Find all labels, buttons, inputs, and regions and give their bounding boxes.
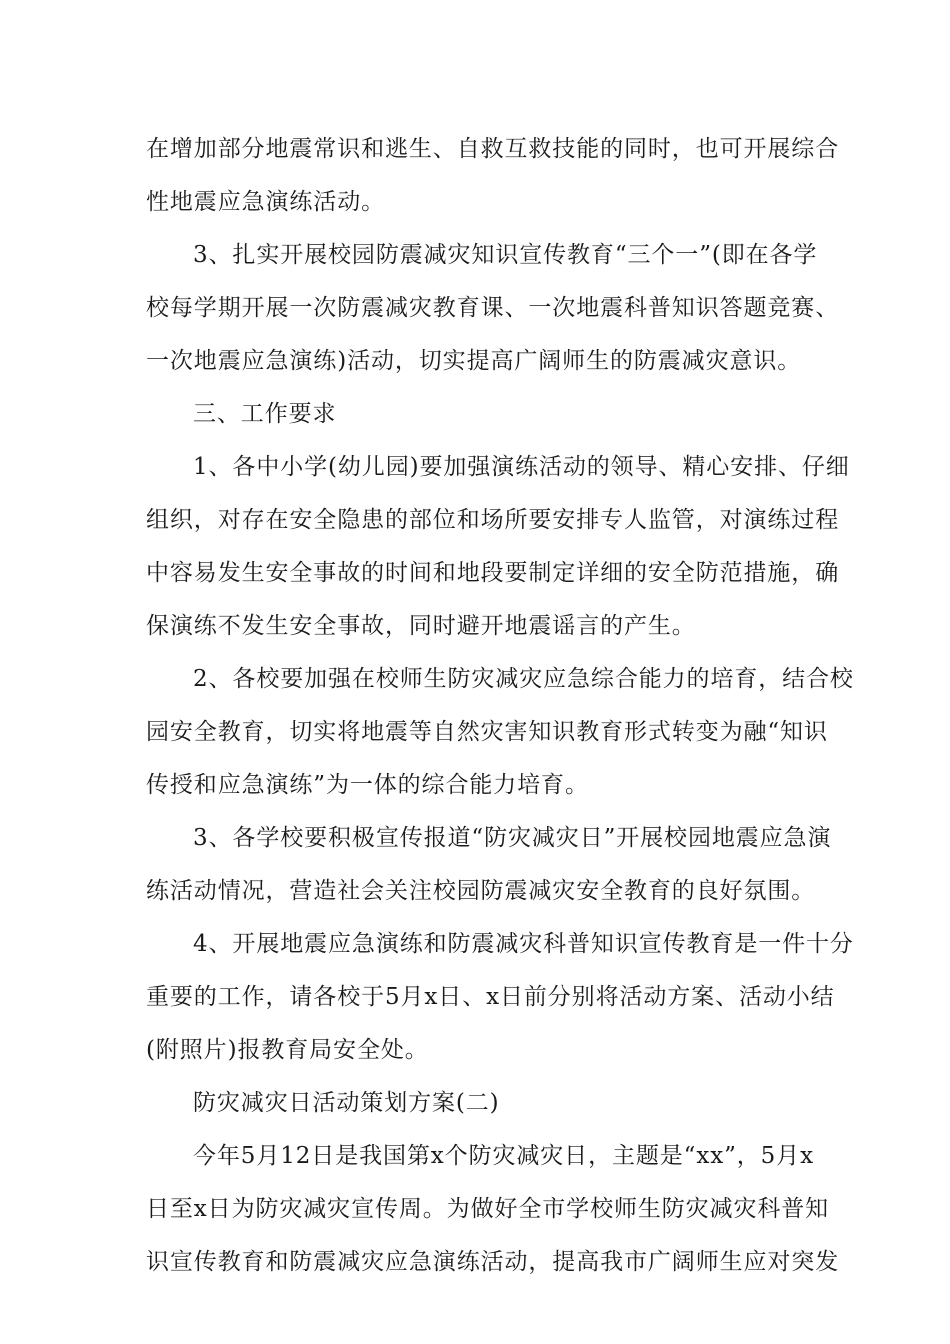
paragraph-start-line: 2、各校要加强在校师生防灾减灾应急综合能力的培育，结合校 — [193, 666, 854, 692]
text-line: 传授和应急演练”为一体的综合能力培育。 — [146, 772, 589, 798]
text-line: 性地震应急演练活动。 — [146, 189, 385, 215]
text-line: (附照片)报教育局安全处。 — [146, 1037, 429, 1063]
text-line: 中容易发生安全事故的时间和地段要制定详细的安全防范措施，确 — [146, 560, 840, 586]
text-line: 重要的工作，请各校于5月x日、x日前分别将活动方案、活动小结 — [146, 984, 835, 1010]
text-line: 一次地震应急演练)活动，切实提高广阔师生的防震减灾意识。 — [146, 348, 802, 374]
paragraph-start-line: 3、扎实开展校园防震减灾知识宣传教育“三个一”(即在各学 — [193, 242, 818, 268]
paragraph-start-line: 今年5月12日是我国第x个防灾减灾日，主题是“xx”，5月x — [193, 1143, 814, 1169]
text-line: 保演练不发生安全事故，同时避开地震谣言的产生。 — [146, 613, 696, 639]
text-line: 练活动情况，营造社会关注校园防震减灾安全教育的良好氛围。 — [146, 878, 816, 904]
document-body — [146, 123, 854, 1289]
text-line: 日至x日为防灾减灾宣传周。为做好全市学校师生防灾减灾科普知 — [146, 1196, 830, 1222]
text-line: 组织，对存在安全隐患的部位和场所要安排专人监管，对演练过程 — [146, 507, 840, 533]
section-heading: 三、工作要求 — [193, 401, 337, 427]
paragraph-start-line: 3、各学校要积极宣传报道“防灾减灾日”开展校园地震应急演 — [193, 825, 832, 851]
text-line: 在增加部分地震常识和逃生、自救互救技能的同时，也可开展综合 — [146, 136, 840, 162]
section-title: 防灾减灾日活动策划方案(二) — [193, 1090, 500, 1116]
paragraph-start-line: 4、开展地震应急演练和防震减灾科普知识宣传教育是一件十分 — [193, 931, 854, 957]
text-line: 校每学期开展一次防震减灾教育课、一次地震科普知识答题竞赛、 — [146, 295, 840, 321]
text-line: 识宣传教育和防震减灾应急演练活动，提高我市广阔师生应对突发 — [146, 1249, 840, 1275]
paragraph-start-line: 1、各中小学(幼儿园)要加强演练活动的领导、精心安排、仔细 — [193, 454, 850, 480]
text-line: 园安全教育，切实将地震等自然灾害知识教育形式转变为融“知识 — [146, 719, 828, 745]
